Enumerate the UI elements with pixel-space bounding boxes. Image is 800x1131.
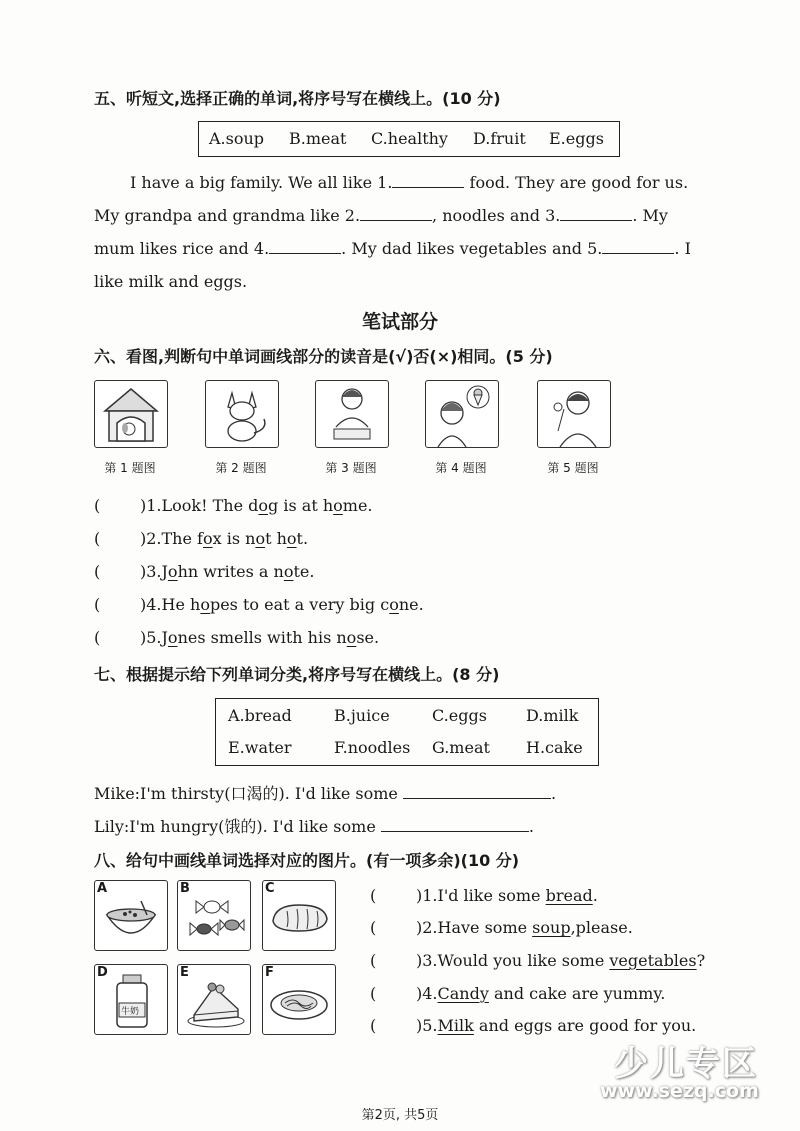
picture-letter: E (180, 965, 189, 980)
picture-1-doghouse (94, 380, 168, 448)
text: ne. (398, 595, 424, 614)
text: ? (696, 951, 706, 970)
text: Lily:I'm hungry(饿的). I'd like some (94, 817, 376, 836)
passage-line-2 (94, 206, 668, 225)
written-part-heading: 笔试部分 (361, 311, 438, 333)
question-8-3 (370, 951, 705, 970)
answer-blank-lily[interactable] (381, 817, 529, 832)
underlined-word: bread (545, 886, 593, 905)
text: ,please. (570, 918, 633, 937)
text: t. (296, 529, 309, 548)
passage-line-3 (94, 239, 691, 258)
text: mum likes rice and 4. (94, 239, 270, 258)
text: )4.He h (140, 595, 201, 614)
passage-line-4: like milk and eggs. (94, 272, 248, 291)
picture-F-noodles (262, 964, 336, 1035)
question-8-2 (370, 918, 633, 937)
question-8-1 (370, 886, 598, 905)
underlined-letter: o (167, 562, 178, 581)
section-5-title: 五、听短文,选择正确的单词,将序号写在横线上。(10 分) (94, 89, 501, 108)
underlined-word: vegetables (609, 951, 697, 970)
text: . I (674, 239, 691, 258)
text: My grandpa and grandma like 2. (94, 206, 361, 225)
text: se. (356, 628, 380, 647)
text: )3.J (140, 562, 168, 581)
picture-A-soup (94, 880, 168, 951)
caption-3: 第 3 题图 (325, 461, 377, 475)
text: )2.Have some (416, 918, 533, 937)
word: C.eggs (432, 706, 487, 725)
option: B.meat (289, 129, 347, 148)
underlined-letter: o (202, 529, 213, 548)
caption-4: 第 4 题图 (435, 461, 487, 475)
text: )2.The f (140, 529, 203, 548)
text: nes smells with his n (177, 628, 347, 647)
picture-letter: D (97, 965, 108, 980)
underlined-letter: o (389, 595, 399, 614)
word-bank-7 (215, 698, 599, 766)
question-6-3 (94, 562, 314, 581)
option: C.healthy (371, 129, 448, 148)
caption-5: 第 5 题图 (547, 461, 599, 475)
question-6-4 (94, 595, 424, 614)
text: food. They are good for us. (469, 173, 689, 192)
underlined-letter: o (333, 496, 343, 515)
answer-blank-3[interactable] (560, 206, 632, 221)
answer-blank-mike[interactable] (403, 784, 551, 799)
picture-5-man-smelling-flower (537, 380, 611, 448)
text: hn writes a n (177, 562, 284, 581)
picture-D-milk (94, 964, 168, 1035)
word: G.meat (432, 738, 490, 757)
answer-paren[interactable]: ( (94, 562, 101, 581)
underlined-word: Candy (437, 984, 489, 1003)
answer-paren[interactable]: ( (370, 951, 377, 970)
text: I have a big family. We all like 1. (130, 173, 393, 192)
answer-paren[interactable]: ( (94, 628, 101, 647)
caption-2: 第 2 题图 (215, 461, 267, 475)
question-6-1 (94, 496, 373, 515)
text: )1.I'd like some (416, 886, 546, 905)
picture-E-cake (177, 964, 251, 1035)
picture-letter: B (180, 881, 190, 896)
picture-letter: C (265, 881, 275, 896)
answer-blank-4[interactable] (269, 239, 341, 254)
underlined-letter: o (286, 529, 297, 548)
answer-blank-1[interactable] (392, 173, 464, 188)
underlined-word: soup (532, 918, 571, 937)
text: )4. (416, 984, 438, 1003)
answer-paren[interactable]: ( (94, 496, 101, 515)
text: . My (632, 206, 668, 225)
answer-paren[interactable]: ( (94, 595, 101, 614)
text: . (550, 784, 557, 803)
section-8-title: 八、给句中画线单词选择对应的图片。(有一项多余)(10 分) (94, 851, 520, 870)
underlined-letter: o (255, 529, 266, 548)
section-6-title: 六、看图,判断句中单词画线部分的读音是(√)否(×)相同。(5 分) (94, 347, 553, 366)
underlined-letter: o (258, 496, 269, 515)
answer-paren[interactable]: ( (94, 529, 101, 548)
question-8-4 (370, 984, 665, 1003)
answer-paren[interactable]: ( (370, 984, 377, 1003)
answer-blank-2[interactable] (360, 206, 432, 221)
word: H.cake (526, 738, 583, 757)
text: , noodles and 3. (432, 206, 561, 225)
option: D.fruit (473, 129, 526, 148)
lily-line (94, 814, 534, 837)
picture-4-girl-icecream (425, 380, 499, 448)
picture-B-candy (177, 880, 251, 951)
mike-line (94, 781, 556, 804)
text: Mike:I'm thirsty(口渴的). I'd like some (94, 784, 398, 803)
text: g is at h (268, 496, 334, 515)
underlined-letter: o (167, 628, 178, 647)
word: E.water (228, 738, 292, 757)
underlined-letter: o (346, 628, 357, 647)
text: and cake are yummy. (488, 984, 666, 1003)
option: A.soup (209, 129, 265, 148)
text: )5.J (140, 628, 168, 647)
text: . (592, 886, 598, 905)
text: x is n (212, 529, 256, 548)
picture-letter: F (265, 965, 274, 980)
word-bank-5 (198, 121, 620, 157)
text: and eggs are good for you. (473, 1016, 697, 1035)
text: me. (342, 496, 373, 515)
underlined-word: Milk (437, 1016, 474, 1035)
jar-label: 牛奶 (121, 1007, 140, 1017)
word: D.milk (526, 706, 579, 725)
underlined-letter: o (283, 562, 294, 581)
option: E.eggs (549, 129, 604, 148)
text: )1.Look! The d (140, 496, 259, 515)
answer-paren[interactable]: ( (370, 1016, 377, 1035)
text: t h (265, 529, 287, 548)
text: )3.Would you like some (416, 951, 610, 970)
picture-C-bread (262, 880, 336, 951)
answer-paren[interactable]: ( (370, 918, 377, 937)
text: pes to eat a very big c (209, 595, 390, 614)
question-8-5 (370, 1016, 696, 1035)
question-6-5 (94, 628, 379, 647)
word: F.noodles (334, 738, 411, 757)
answer-blank-5[interactable] (602, 239, 674, 254)
picture-3-boy-writing (315, 380, 389, 448)
section-7-title: 七、根据提示给下列单词分类,将序号写在横线上。(8 分) (94, 665, 500, 684)
question-6-2 (94, 529, 308, 548)
text: . My dad likes vegetables and 5. (341, 239, 603, 258)
caption-1: 第 1 题图 (104, 461, 156, 475)
watermark-url: www.sezq.com (600, 1080, 759, 1102)
page-footer: 第2页, 共5页 (361, 1108, 439, 1123)
answer-paren[interactable]: ( (370, 886, 377, 905)
picture-letter: A (97, 881, 108, 896)
word: B.juice (334, 706, 390, 725)
text: . (528, 817, 534, 836)
passage-line-1 (130, 173, 688, 192)
text: te. (293, 562, 315, 581)
watermark-brand: 少儿专区 (614, 1044, 758, 1084)
picture-2-fox (205, 380, 279, 448)
word: A.bread (228, 706, 292, 725)
underlined-letter: o (200, 595, 210, 614)
text: )5. (416, 1016, 438, 1035)
